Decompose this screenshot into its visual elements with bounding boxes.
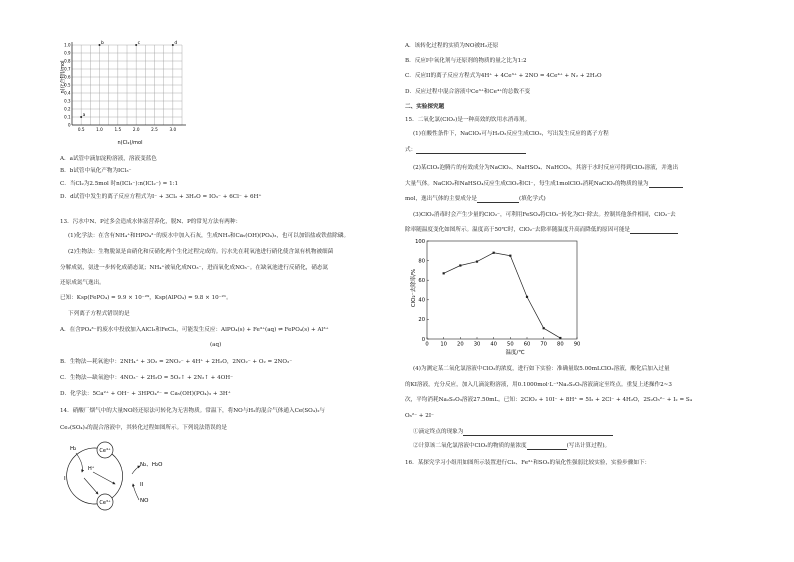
q13-line: (2)生物法：生物脱氮是由硝化和反硝化两个生化过程完成的。污水先在耗氧池进行硝化使含氮有机物被细菌	[68, 249, 334, 255]
q15-part3-text: 除率随温度变化如图所示。温度高于50℃时，ClO₂⁻去除率随温度升高而降低的原因可能是	[405, 227, 631, 233]
y-tick-label: 0.6	[64, 74, 71, 80]
data-point	[459, 264, 461, 266]
data-point	[493, 252, 495, 254]
answer-blank[interactable]	[527, 449, 567, 450]
x-tick-label: 70	[540, 341, 547, 348]
x-tick-label: 60	[523, 341, 531, 348]
q12-option-b: B．b试管中氧化产物为ICl₃⁻	[60, 168, 132, 174]
h2-arrow	[76, 453, 82, 472]
q13-line: 还原成氮气逸出。	[60, 280, 105, 286]
q13-option-d: D．化学法：5Ca²⁺ + OH⁻ + 3HPO₄²⁻ = Ca₅(OH)(PO₄)₃ + 3H⁺	[60, 391, 231, 397]
q13-option-c: C．生物法—缺氧池中：4NO₃⁻ + 2H₂O = 5O₂↑ + 2N₂↑ + 4OH⁻	[60, 375, 234, 381]
y-tick-label: 60	[418, 278, 425, 284]
data-point	[443, 272, 445, 274]
data-point	[559, 337, 561, 339]
q16-stem: 16．某探究学习小组用如图所示装置进行Cl₂、Fe³⁺和SO₂的氧化性强弱比较实验，实验步骤如下：	[405, 460, 651, 466]
q15-part2	[405, 180, 683, 188]
q13-line: 分解成氨，氨进一步转化成硝态氮；NH₄⁺被氧化成NO₃⁻，进而氧化成NO₃⁻。在缺氧池进行反硝化，硝态氮	[60, 265, 329, 271]
q12-xlabel: n(Cl₂)/mol	[117, 140, 143, 145]
y-tick-label: 40	[418, 297, 425, 304]
q13-line: 下列离子方程式错误的是	[68, 311, 130, 317]
q14-option-a: A．该转化过程的实质为NO被H₂还原	[405, 43, 499, 49]
q15-part1-answer	[405, 146, 526, 154]
q15-sub1-text: ①滴定终点的现象为	[413, 429, 464, 435]
x-tick-label: 3.0	[169, 127, 177, 132]
x-tick-label: 20	[457, 341, 464, 348]
y-tick-label: 0.5	[64, 82, 71, 88]
rate-ylabel: ClO₂⁻去除率/%	[411, 268, 417, 308]
q14-stem: 14．硝酸厂烟气中的大量NO经还原法可转化为无害物质。常温下，将NO与H₂的混合气体通入Ce(SO₄)₂与	[60, 408, 326, 414]
data-point	[543, 327, 545, 329]
cycle-arc	[67, 448, 105, 504]
q12-option-c: C．当Cl₂为2.5mol 时n(ICl₃⁻):n(ICl₂⁻) = 1:1	[60, 181, 179, 187]
data-point	[509, 255, 511, 257]
x-tick-label: 2.0	[132, 127, 140, 132]
q14-stem: Ce₂(SO₄)₃的混合溶液中，其转化过程如图所示。下列说法错误的是	[60, 425, 227, 431]
plot-frame	[427, 241, 577, 339]
x-tick-label: 40	[490, 341, 497, 348]
q15-sub2-tail: (写出计算过程)。	[566, 443, 611, 449]
y-tick-label: 100	[415, 238, 425, 245]
h2-label: H₂	[70, 446, 77, 452]
y-tick-label: 0.4	[64, 90, 71, 96]
section-title: 二、实验探究题	[405, 104, 445, 110]
q13-option-a-cont: (aq)	[210, 342, 222, 348]
y-tick-label: 0	[421, 336, 425, 343]
q13-stem: 13．污水中N、P过多会造成水体富营养化，脱N、P的常见方法有两种：	[60, 219, 242, 225]
q13-option-b: B．生物法—耗氧池中：2NH₄⁺ + 3O₂ = 2NO₂⁻ + 4H⁺ + 2H₂O，2NO₂⁻ + O₂ = 2NO₃⁻	[60, 359, 293, 365]
q15-part3: (3)ClO₂消毒时会产生少量的ClO₂⁻，可利用FeSO₄将ClO₂⁻转化为Cl⁻除去。控制其他条件相同，ClO₂⁻去	[413, 212, 676, 218]
q14-cycle-diagram	[60, 438, 190, 528]
y-tick-label: 0.8	[64, 58, 71, 64]
q15-part4: 次，平均消耗Na₂S₂O₃溶液27.50mL。已知：2ClO₂ + 10I⁻ + 8H⁺ = 5I₂ + 2Cl⁻ + 4H₂O，2S₂O₃²⁻ + I₂ = S₄	[405, 397, 692, 403]
q14-option-b: B．反应I中氧化剂与还原剂的物质的量之比为1:2	[405, 58, 527, 64]
q15-sub2-text: ②计算该二氧化氯溶液中ClO₂的物质的量浓度	[413, 443, 527, 449]
q12-ylabel: n(化合物)/mol	[60, 60, 66, 94]
x-tick-label: 10	[440, 341, 447, 348]
y-tick-label: 0.9	[64, 50, 71, 56]
answer-blank[interactable]	[463, 435, 613, 436]
answer-blank[interactable]	[416, 153, 526, 154]
h-plus-label: H⁺	[88, 466, 95, 472]
x-tick-label: 80	[557, 341, 564, 348]
ce4-label: Ce⁴⁺	[99, 448, 111, 454]
answer-blank[interactable]	[630, 233, 678, 234]
point-label: c	[137, 41, 141, 46]
q13-option-a: A．在含PO₄³⁻的废水中投放加入AlCl₃和FeCl₃，可能发生反应：AlPO₄(s) + Fe³⁺(aq) ⇌ FePO₄(s) + Al³⁺	[60, 327, 329, 333]
y-tick-label: 1.0	[64, 42, 71, 48]
point-label: b	[101, 41, 104, 46]
no-label: NO	[140, 498, 149, 504]
q15-part1: (1)在酸性条件下，NaClO₃可与H₂O₂反应生成ClO₂，写出发生反应的离子方程	[413, 131, 609, 137]
x-tick-label: 30	[473, 341, 481, 348]
q15-part2-text: (填化学式)	[519, 196, 546, 202]
q13-line: 已知：Ksp(FePO₄) = 9.9 × 10⁻²⁹，Ksp(AlPO₄) = 9.8 × 10⁻²¹。	[60, 295, 232, 301]
q15-part2	[405, 195, 546, 203]
h-plus-arrow	[84, 478, 98, 494]
step-ii-label: II	[140, 482, 144, 488]
y-tick-label: 0.1	[64, 114, 71, 120]
q15-part4: (4)为测定某二氧化氯溶液中ClO₂的浓度，进行如下实验：准确量取5.00mLClO₂溶液，酸化后加入过量	[413, 366, 670, 372]
y-tick-label: 20	[418, 317, 425, 324]
answer-blank[interactable]	[477, 202, 519, 203]
q15-part2-text: 大量气体。NaClO₂和NaHSO₄反应生成ClO₂和Cl⁻，每生成1molClO₂消耗NaClO₂的物质的量为	[405, 181, 649, 187]
data-point	[526, 296, 528, 298]
q15-part4: 的KI溶液，充分反应，加入几滴淀粉溶液，用0.1000mol·L⁻¹Na₂S₂O₃溶液滴定至终点。重复上述操作2~3	[405, 382, 672, 388]
y-tick-label: 0.2	[64, 106, 71, 112]
x-tick-label: 0	[425, 341, 429, 348]
q13-line: (1)化学法：在含有NH₄⁺和HPO₄²⁻的废水中加入石灰，生成NH₃和Ca₅(OH)(PO₄)₃，也可以加铝盐或铁盐除磷。	[68, 233, 350, 239]
x-tick-label: 1.5	[114, 127, 122, 132]
no-arrow	[133, 484, 139, 500]
y-tick-label: 0	[67, 122, 71, 128]
products-arrow	[132, 466, 140, 474]
x-tick-label: 50	[507, 341, 514, 348]
point-label: a	[82, 113, 86, 118]
y-tick-label: 0.3	[64, 98, 71, 104]
q12-chart	[60, 37, 190, 145]
q15-intro: 15．二氧化氯(ClO₂)是一种高效的饮用水消毒剂。	[405, 117, 531, 123]
q14-option-c: C．反应II的离子反应方程式为4H⁺ + 4Ce³⁺ + 2NO = 4Ce⁴⁺ + N₂ + 2H₂O	[405, 73, 602, 79]
q15-part2: (2)某ClO₂泡腾片的有效成分为NaClO₂、NaHSO₄、NaHCO₃，其溶于水时反应可得到ClO₂溶液，并逸出	[413, 165, 679, 171]
y-tick-label: 0.7	[64, 66, 71, 72]
products-label: N₂、H₂O	[140, 462, 163, 468]
q15-sub2	[413, 442, 610, 450]
data-point	[476, 260, 478, 262]
answer-blank[interactable]	[649, 187, 683, 188]
rate-xlabel: 温度/℃	[505, 350, 525, 355]
q15-part2-text: mol，逸出气体的主要成分是	[405, 196, 477, 202]
removal-rate-chart	[405, 233, 585, 355]
q14-option-d: D．反应过程中混合溶液中Ce³⁺和Ce⁴⁺的总数不变	[405, 89, 531, 95]
q15-sub1	[413, 428, 613, 436]
x-tick-label: 2.5	[151, 127, 158, 132]
h-plus-arrow	[93, 472, 115, 484]
q12-option-d: D．d试管中发生的离子反应方程式为I⁻ + 3Cl₂ + 3H₂O = IO₃⁻ + 6Cl⁻ + 6H⁺	[60, 194, 262, 200]
y-tick-label: 80	[418, 258, 425, 265]
x-tick-label: 1.0	[96, 127, 103, 132]
step-i-label: I	[64, 476, 66, 482]
q15-part4: O₆²⁻ + 2I⁻	[405, 413, 434, 419]
ce3-label: Ce³⁺	[99, 500, 111, 506]
x-tick-label: 0.5	[77, 127, 85, 132]
point-label: d	[174, 41, 178, 46]
q15-part1-prefix: 式：	[405, 147, 417, 153]
q12-option-a: A．a试管中滴加淀粉溶液，溶液变蓝色	[60, 156, 157, 162]
x-tick-label: 90	[573, 341, 581, 348]
